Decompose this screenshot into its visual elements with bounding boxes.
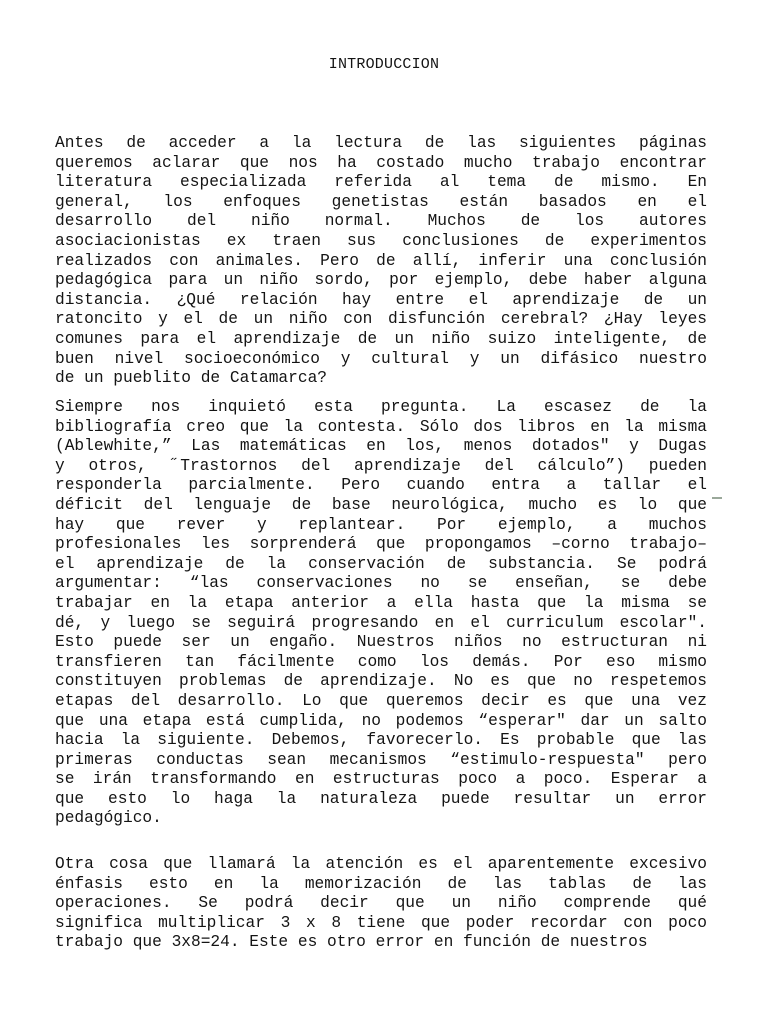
text-line: primeras conductas sean mecanismos “estimulo-respuesta" pero — [55, 750, 707, 769]
text-line: y otros, ˝Trastornos del aprendizaje del cálculo”) pueden — [55, 456, 707, 475]
text-line: transfieren tan fácilmente como los demás. Por eso mismo — [55, 652, 707, 671]
text-line: que una etapa está cumplida, no podemos “esperar" dar un salto — [55, 711, 707, 730]
page-title: INTRODUCCION — [328, 56, 440, 73]
text-line: Otra cosa que llamará la atención es el aparentemente excesivo — [55, 855, 707, 873]
text-line: Esto puede ser un engaño. Nuestros niños no estructuran ni — [55, 633, 707, 652]
text-line: significa multiplicar 3 x 8 tiene que poder recordar con poco — [55, 913, 707, 932]
text-line: se irán transformando en estructuras poco a poco. Esperar a — [55, 770, 707, 789]
text-line: argumentar: “las conservaciones no se enseñan, se debe — [55, 574, 707, 593]
text-line: desarrollo del niño normal. Muchos de los autores — [55, 212, 707, 231]
text-line: énfasis esto en la memorización de las tablas de las — [55, 874, 707, 893]
text-line: responderla parcialmente. Pero cuando entra a tallar el — [55, 476, 707, 495]
text-line: (Ablewhite,” Las matemáticas en los, menos dotados" y Dugas — [55, 437, 707, 456]
text-line: queremos aclarar que nos ha costado mucho trabajo encontrar — [55, 153, 707, 172]
text-line: que esto lo haga la naturaleza puede resultar un error — [55, 789, 707, 808]
paragraph-2 — [55, 398, 707, 829]
paragraph-1 — [55, 134, 707, 389]
text-line: déficit del lenguaje de base neurológica, mucho es lo que — [55, 495, 707, 514]
text-line: constituyen problemas de aprendizaje. No es que no respetemos — [55, 672, 707, 691]
text-line: pedagógico. — [55, 809, 162, 828]
text-line: dé, y luego se seguirá progresando en el curriculum escolar". — [55, 613, 707, 632]
text-line: realizados con animales. Pero de allí, inferir una conclusión — [55, 251, 707, 270]
text-line: operaciones. Se podrá decir que un niño comprende qué — [55, 894, 707, 913]
text-line: Antes de acceder a la lectura de las siguientes páginas — [55, 134, 707, 152]
text-line: hacia la siguiente. Debemos, favorecerlo. Es probable que las — [55, 731, 707, 750]
text-line: literatura especializada referida al tema de mismo. En — [55, 173, 707, 192]
text-line: pedagógica para un niño sordo, por ejemplo, debe haber alguna — [55, 271, 707, 290]
text-line: distancia. ¿Qué relación hay entre el aprendizaje de un — [55, 290, 707, 309]
text-line: trabajar en la etapa anterior a ella hasta que la misma se — [55, 593, 707, 612]
paragraph-3 — [55, 855, 707, 953]
text-line: bibliografía creo que la contesta. Sólo dos libros en la misma — [55, 417, 707, 436]
text-line: profesionales les sorprenderá que propongamos –corno trabajo– — [55, 535, 707, 554]
text-line: comunes para el aprendizaje de un niño suizo inteligente, de — [55, 329, 707, 348]
text-line: buen nivel socioeconómico y cultural y un difásico nuestro — [55, 349, 707, 368]
text-line: el aprendizaje de la conservación de substancia. Se podrá — [55, 554, 707, 573]
text-line: ratoncito y el de un niño con disfunción cerebral? ¿Hay leyes — [55, 310, 707, 329]
text-line: etapas del desarrollo. Lo que queremos decir es que una vez — [55, 691, 707, 710]
text-line: general, los enfoques genetistas están basados en el — [55, 192, 707, 211]
text-line: asociacionistas ex traen sus conclusiones de experimentos — [55, 231, 707, 250]
text-line: de un pueblito de Catamarca? — [55, 369, 327, 388]
scan-mark — [712, 497, 722, 499]
text-line: Siempre nos inquietó esta pregunta. La escasez de la — [55, 398, 707, 416]
text-line: hay que rever y replantear. Por ejemplo, a muchos — [55, 515, 707, 534]
text-line: trabajo que 3x8=24. Este es otro error en función de nuestros — [55, 933, 648, 952]
